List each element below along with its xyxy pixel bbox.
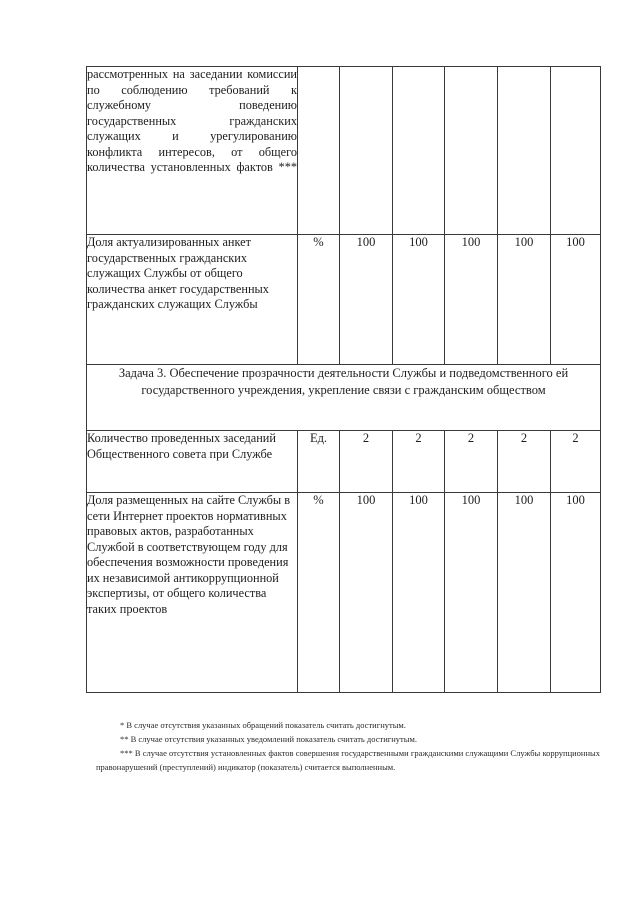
value-cell bbox=[498, 67, 551, 235]
value-cell: 100 bbox=[498, 493, 551, 693]
value-cell: 2 bbox=[551, 431, 601, 493]
value-cell: 2 bbox=[340, 431, 393, 493]
value-cell: 2 bbox=[498, 431, 551, 493]
indicator-cell: Количество проведенных заседаний Общественного совета при Службе bbox=[87, 431, 298, 493]
unit-cell: % bbox=[298, 235, 340, 365]
table-row bbox=[87, 493, 601, 693]
table-row bbox=[87, 235, 601, 365]
value-cell: 100 bbox=[393, 235, 445, 365]
value-cell: 100 bbox=[445, 235, 498, 365]
value-cell: 100 bbox=[393, 493, 445, 693]
value-cell bbox=[445, 67, 498, 235]
value-cell bbox=[551, 67, 601, 235]
value-cell: 100 bbox=[445, 493, 498, 693]
indicators-table bbox=[86, 66, 601, 693]
indicator-cell: Доля актуализированных анкет государственных гражданских служащих Службы от общего количества анкет государственных гражданских служащих Службы bbox=[87, 235, 298, 365]
unit-cell: Ед. bbox=[298, 431, 340, 493]
task-3-heading: Задача 3. Обеспечение прозрачности деятельности Службы и подведомственного ей государственного учреждения, укрепление связи с гражданским обществом bbox=[87, 365, 601, 431]
value-cell: 2 bbox=[393, 431, 445, 493]
footnotes bbox=[96, 718, 600, 774]
unit-cell bbox=[298, 67, 340, 235]
footnote-3: *** В случае отсутствия установленных фактов совершения государственными гражданскими служащими Службы коррупционных правонарушений (преступлений) индикатор (показатель) считается выполненным. bbox=[96, 748, 600, 772]
value-cell: 100 bbox=[551, 235, 601, 365]
footnote-1: * В случае отсутствия указанных обращений показатель считать достигнутым. bbox=[120, 720, 406, 730]
value-cell: 100 bbox=[340, 493, 393, 693]
value-cell bbox=[393, 67, 445, 235]
unit-cell: % bbox=[298, 493, 340, 693]
value-cell: 100 bbox=[551, 493, 601, 693]
table-row bbox=[87, 67, 601, 235]
value-cell: 2 bbox=[445, 431, 498, 493]
indicator-cell: Доля размещенных на сайте Службы в сети Интернет проектов нормативных правовых актов, разработанных Службой в соответствующем году для обеспечения возможности проведения их независимой антикоррупционной экспертизы, от общего количества таких проектов bbox=[87, 493, 298, 693]
value-cell bbox=[340, 67, 393, 235]
table-row bbox=[87, 431, 601, 493]
value-cell: 100 bbox=[498, 235, 551, 365]
task-row bbox=[87, 365, 601, 431]
footnote-2: ** В случае отсутствия указанных уведомлений показатель считать достигнутым. bbox=[120, 734, 417, 744]
indicator-cell: рассмотренных на заседании комиссии по соблюдению требований к служебному поведению государственных гражданских служащих и урегулированию конфликта интересов, от общего количества установленных фактов *** bbox=[87, 67, 298, 235]
value-cell: 100 bbox=[340, 235, 393, 365]
